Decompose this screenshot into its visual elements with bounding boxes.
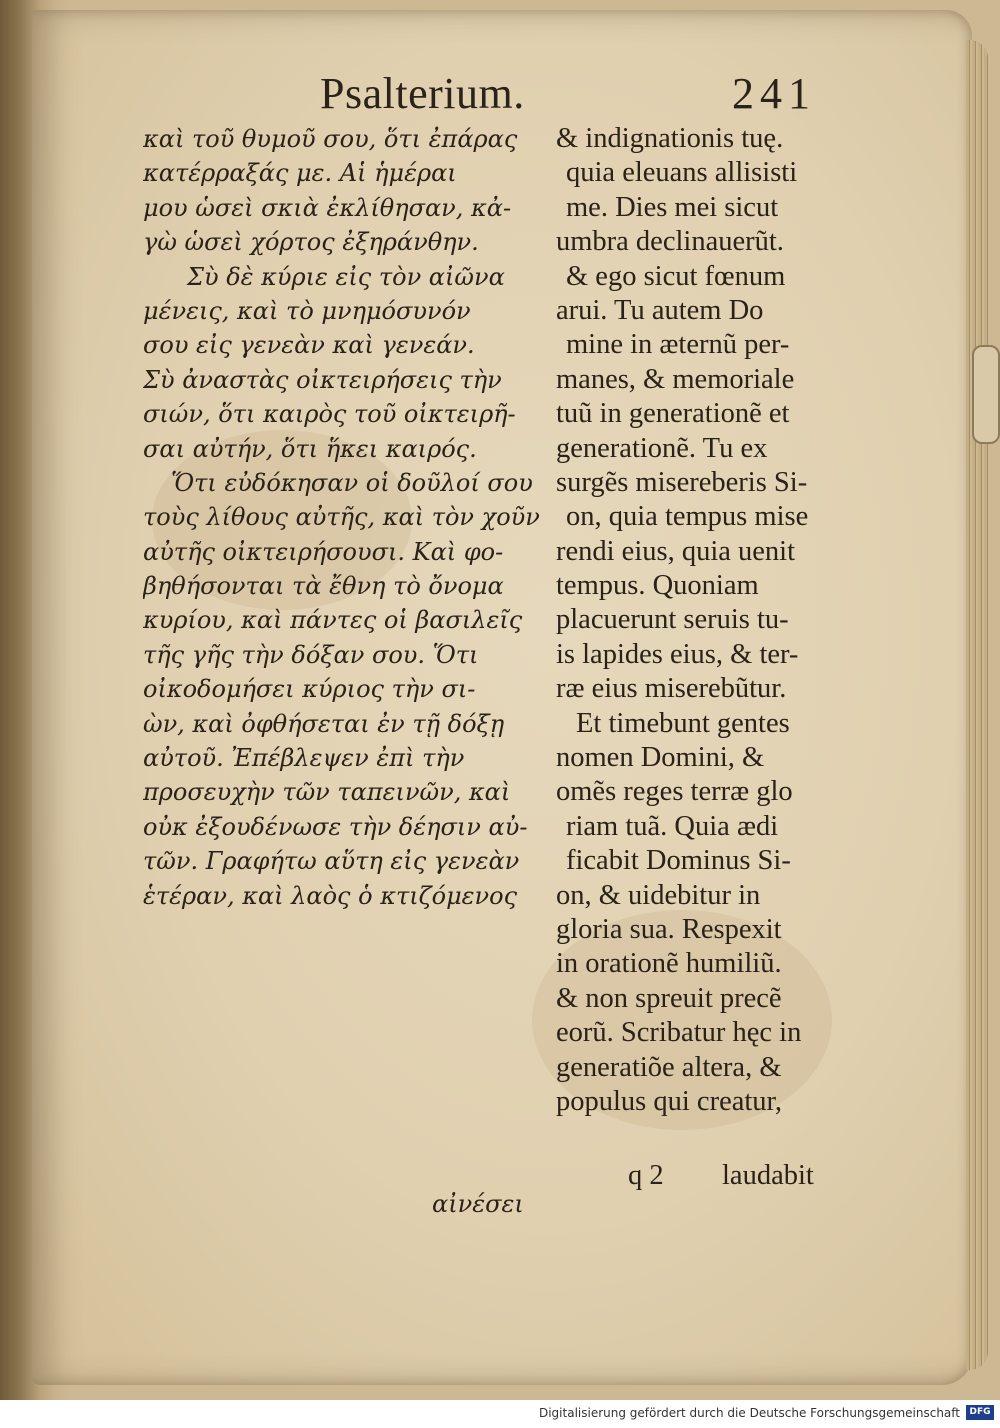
greek-line: οὐκ ἐξουδένωσε τὴν δέησιν αὐ- [143, 812, 528, 841]
greek-line: οἰκοδομήσει κύριος τὴν σι- [143, 675, 476, 704]
latin-line: ræ eius miserebũtur. [556, 673, 787, 705]
latin-line: omẽs reges terræ glo [556, 776, 793, 808]
latin-line: Et timebunt gentes [576, 707, 790, 739]
page-edges [966, 40, 988, 1370]
latin-line: eorũ. Scribatur hęc in [556, 1017, 802, 1049]
latin-line: & indignationis tuę. [556, 123, 784, 154]
latin-line: is lapides eius, & ter- [556, 638, 799, 670]
latin-line: tuũ in generationẽ et [556, 398, 790, 430]
latin-line: placuerunt seruis tu- [556, 604, 789, 636]
page-number: 241 [732, 69, 816, 118]
greek-line: Σὺ δὲ κύριε εἰς τὸν αἰῶνα [187, 262, 505, 291]
greek-line: κυρίου, καὶ πάντες οἱ βασιλεῖς [143, 606, 523, 635]
page-tab [972, 345, 1000, 444]
dfg-logo: DFG [966, 1405, 994, 1420]
greek-line: αὐτῆς οἰκτειρήσουσι. Καὶ φο- [143, 537, 504, 566]
latin-line: & non spreuit precẽ [556, 982, 782, 1014]
latin-line: umbra declinauerũt. [556, 226, 784, 258]
latin-line: riam tuã. Quia ædi [566, 810, 779, 842]
greek-line: τῶν. Γραφήτω αὕτη εἰς γενεὰν [143, 847, 520, 876]
latin-line: & ego sicut fœnum [566, 260, 786, 292]
latin-line: rendi eius, quia uenit [556, 535, 796, 567]
greek-line: μένεις, καὶ τὸ μνημόσυνόν [143, 296, 471, 325]
greek-line: τοὺς λίθους αὐτῆς, καὶ τὸν χοῦν [143, 503, 540, 532]
latin-catchword: laudabit [722, 1160, 814, 1191]
greek-line: σαι αὐτήν, ὅτι ἥκει καιρός. [143, 434, 477, 463]
latin-line: populus qui creatur, [556, 1085, 783, 1117]
latin-line: on, quia tempus mise [566, 501, 809, 533]
latin-line: generatiõe altera, & [556, 1051, 782, 1083]
greek-line: προσευχὴν τῶν ταπεινῶν, καὶ [143, 778, 511, 807]
latin-line: arui. Tu autem Do [556, 294, 764, 326]
greek-line: καὶ τοῦ θυμοῦ σου, ὅτι ἐπάρας [143, 125, 518, 153]
latin-line: generationẽ. Tu ex [556, 432, 768, 464]
latin-line: on, & uidebitur in [556, 879, 761, 911]
greek-line: ὼν, καὶ ὀφθήσεται ἐν τῇ δόξῃ [143, 709, 505, 738]
signature-mark: q 2 [628, 1160, 664, 1191]
greek-line: κατέρραξάς με. Αἱ ἡμέραι [143, 159, 457, 188]
latin-line: quia eleuans allisisti [566, 157, 798, 189]
latin-line: surgẽs misereberis Si- [556, 466, 808, 498]
latin-column [556, 122, 841, 1119]
greek-line: Ὅτι εὐδόκησαν οἱ δοῦλοί σου [171, 468, 533, 497]
latin-line: ficabit Dominus Si- [566, 845, 791, 877]
greek-line: σιών, ὅτι καιρὸς τοῦ οἰκτειρῆ- [143, 400, 516, 429]
latin-line: gloria sua. Respexit [556, 913, 782, 945]
greek-line: μου ὡσεὶ σκιὰ ἐκλίθησαν, κἀ- [143, 193, 512, 222]
greek-column [143, 122, 553, 913]
latin-line: in orationẽ humiliũ. [556, 948, 782, 980]
latin-line: nomen Domini, & [556, 742, 765, 774]
greek-catchword: αἰνέσει [432, 1190, 524, 1218]
latin-line: manes, & memoriale [556, 363, 795, 395]
greek-line: σου εἰς γενεὰν καὶ γενεάν. [143, 331, 475, 360]
greek-line: Σὺ ἀναστὰς οἰκτειρήσεις τὴν [143, 365, 502, 394]
greek-line: βηθήσονται τὰ ἔθνη τὸ ὄνομα [143, 572, 504, 601]
greek-line: αὐτοῦ. Ἐπέβλεψεν ἐπὶ τὴν [143, 744, 465, 773]
greek-line: τῆς γῆς τὴν δόξαν σου. Ὅτι [143, 640, 479, 669]
latin-line: tempus. Quoniam [556, 570, 759, 602]
page-title: Psalterium. [320, 69, 525, 118]
latin-line: me. Dies mei sicut [566, 191, 779, 223]
latin-line: mine in æternũ per- [566, 329, 790, 361]
greek-line: ἑτέραν, καὶ λαὸς ὁ κτιζόμενος [143, 881, 518, 910]
greek-line: γὼ ὡσεὶ χόρτος ἐξηράνθην. [143, 228, 479, 257]
footer-credit: Digitalisierung gefördert durch die Deutsche Forschungsgemeinschaft [538, 1406, 960, 1420]
